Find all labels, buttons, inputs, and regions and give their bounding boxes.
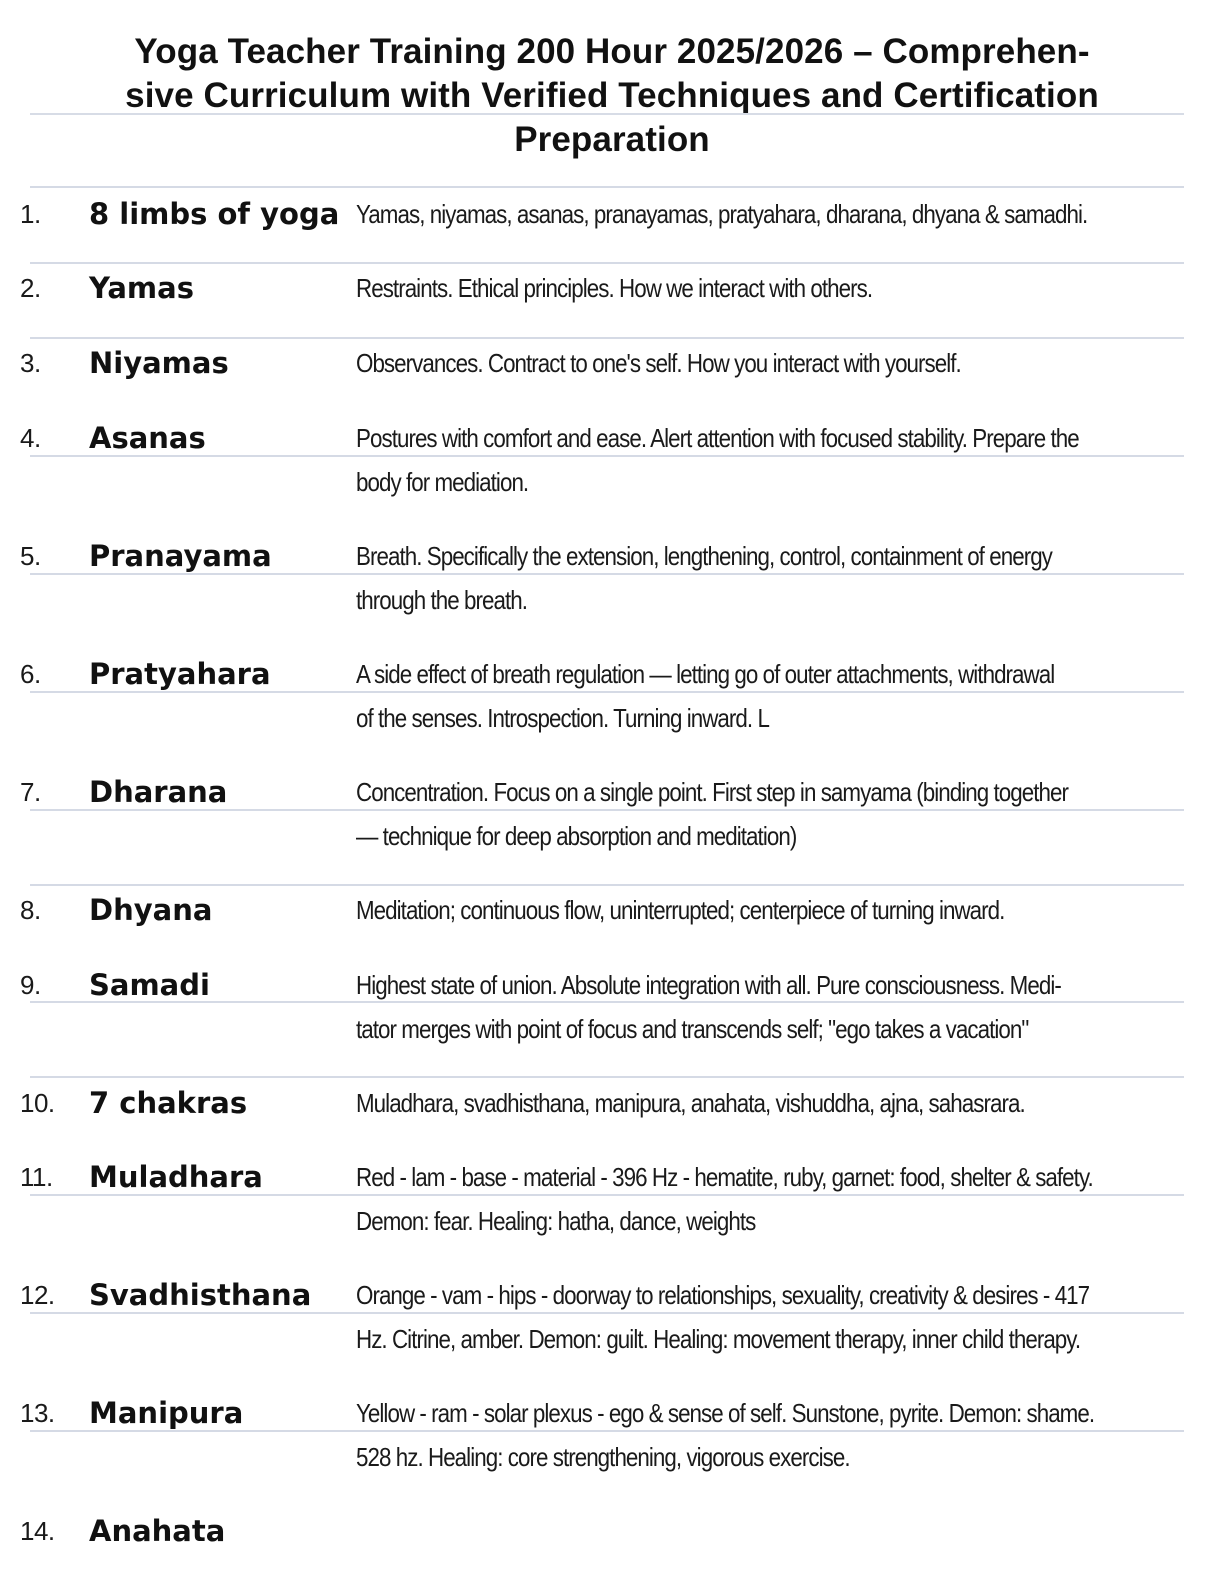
description-line: Highest state of union. Absolute integration with all. Pure consciousness. Medi- (356, 970, 1061, 1000)
item-number: 9. (20, 970, 41, 1000)
description-line: — technique for deep absorption and meditation) (356, 821, 797, 851)
item-term: Asanas (89, 421, 206, 455)
page-title (30, 30, 1194, 162)
item-description (356, 416, 1164, 504)
item-description (356, 770, 1164, 858)
item-term: Svadhisthana (89, 1278, 312, 1312)
description-line: Yellow - ram - solar plexus - ego & sense of self. Sunstone, pyrite. Demon: shame. (356, 1398, 1095, 1428)
item-number: 13. (20, 1398, 55, 1428)
item-term: Yamas (89, 271, 194, 305)
item-number: 3. (20, 348, 41, 378)
description-line: Observances. Contract to one's self. How you interact with yourself. (356, 348, 961, 378)
item-term: Manipura (89, 1396, 244, 1430)
description-line: of the senses. Introspection. Turning inward. L (356, 703, 769, 733)
description-line: Red - lam - base - material - 396 Hz - hematite, ruby, garnet: food, shelter & safety. (356, 1162, 1093, 1192)
description-line: Hz. Citrine, amber. Demon: guilt. Healing: movement therapy, inner child therapy. (356, 1324, 1081, 1354)
item-description (356, 192, 1164, 236)
item-number: 10. (20, 1088, 55, 1118)
item-term: Muladhara (89, 1160, 263, 1194)
item-term: Pranayama (89, 539, 272, 573)
item-number: 5. (20, 541, 41, 571)
item-number: 2. (20, 273, 41, 303)
item-term: 8 limbs of yoga (89, 197, 340, 231)
description-line: Concentration. Focus on a single point. First step in samyama (binding together (356, 777, 1069, 807)
item-description (356, 1155, 1164, 1243)
divider (30, 337, 1184, 339)
item-term: Dhyana (89, 893, 213, 927)
item-number: 12. (20, 1280, 55, 1310)
item-description (356, 1273, 1164, 1361)
item-number: 14. (20, 1516, 55, 1546)
description-line: Postures with comfort and ease. Alert attention with focused stability. Prepare the (356, 423, 1079, 453)
description-line: Yamas, niyamas, asanas, pranayamas, pratyahara, dharana, dhyana & samadhi. (356, 199, 1088, 229)
description-line: through the breath. (356, 585, 527, 615)
item-number: 8. (20, 895, 41, 925)
description-line: A side effect of breath regulation — letting go of outer attachments, withdrawal (356, 659, 1055, 689)
item-term: 7 chakras (89, 1086, 248, 1120)
item-term: Niyamas (89, 346, 229, 380)
description-line: Demon: fear. Healing: hatha, dance, weights (356, 1206, 756, 1236)
description-line: Muladhara, svadhisthana, manipura, anahata, vishuddha, ajna, sahasrara. (356, 1088, 1025, 1118)
item-number: 4. (20, 423, 41, 453)
item-description (356, 1391, 1164, 1479)
description-line: Meditation; continuous flow, uninterrupted; centerpiece of turning inward. (356, 895, 1005, 925)
description-line: 528 hz. Healing: core strengthening, vigorous exercise. (356, 1442, 850, 1472)
title-line-3: Preparation (514, 120, 710, 159)
item-number: 6. (20, 659, 41, 689)
item-description (356, 888, 1164, 932)
description-line: Orange - vam - hips - doorway to relationships, sexuality, creativity & desires - 417 (356, 1280, 1090, 1310)
title-line-1: Yoga Teacher Training 200 Hour 2025/2026 – Comprehen- (134, 32, 1090, 71)
description-line: Restraints. Ethical principles. How we interact with others. (356, 273, 873, 303)
title-line-2: sive Curriculum with Verified Techniques and Certification (125, 76, 1099, 115)
title-divider (30, 113, 1184, 115)
item-description (356, 534, 1164, 622)
item-description (356, 963, 1164, 1051)
item-description (356, 266, 1164, 310)
description-line: tator merges with point of focus and transcends self; "ego takes a vacation" (356, 1014, 1029, 1044)
item-number: 1. (20, 199, 41, 229)
divider (30, 1076, 1184, 1078)
description-line: Breath. Specifically the extension, lengthening, control, containment of energy (356, 541, 1052, 571)
divider (30, 884, 1184, 886)
item-description (356, 652, 1164, 740)
item-number: 7. (20, 777, 41, 807)
item-number: 11. (20, 1162, 53, 1192)
item-description (356, 1081, 1164, 1125)
item-term: Dharana (89, 775, 228, 809)
divider (30, 262, 1184, 264)
item-description (356, 341, 1164, 385)
description-line: body for mediation. (356, 467, 529, 497)
divider (30, 186, 1184, 188)
item-term: Samadi (89, 968, 210, 1002)
item-term: Pratyahara (89, 657, 271, 691)
item-term: Anahata (89, 1514, 226, 1548)
